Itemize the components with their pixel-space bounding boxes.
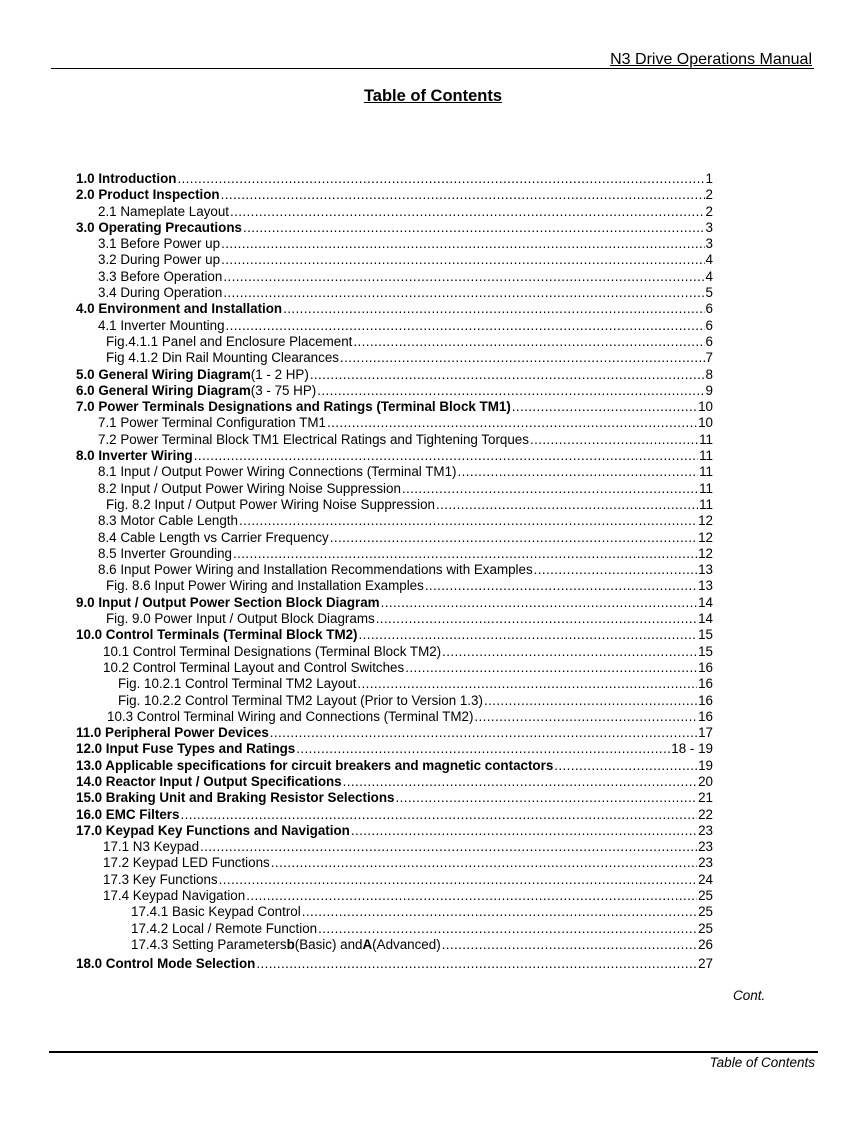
toc-entry-title: 17.3 Key Functions [103, 871, 218, 887]
toc-entry-page: 26 [698, 936, 713, 952]
toc-entry-title: 10.0 Control Terminals (Terminal Block TM2) [76, 627, 358, 643]
toc-entry-title: 17.0 Keypad Key Functions and Navigation [76, 822, 350, 838]
toc-entry-page: 24 [698, 871, 713, 887]
dot-leader [200, 839, 697, 855]
toc-entry-page: 3 [705, 236, 713, 252]
toc-entry-page: 27 [698, 956, 713, 972]
toc-entry[interactable] [76, 627, 713, 643]
document-header-title: N3 Drive Operations Manual [610, 51, 812, 68]
toc-entry[interactable] [76, 269, 713, 285]
toc-entry[interactable] [76, 204, 713, 220]
toc-entry-title: 2.0 Product Inspection [76, 187, 220, 203]
footer-title: Table of Contents [709, 1055, 815, 1070]
toc-entry-page: 14 [698, 594, 713, 610]
toc-entry[interactable] [76, 415, 713, 431]
toc-entry[interactable] [76, 432, 713, 448]
toc-entry-title: 17.4.3 Setting Parameters [131, 936, 287, 952]
dot-leader [302, 904, 697, 920]
toc-entry-title: 2.1 Nameplate Layout [98, 203, 230, 219]
toc-entry-page: 6 [705, 317, 713, 333]
toc-entry[interactable] [76, 839, 713, 855]
toc-entry-page: 8 [705, 366, 713, 382]
toc-entry[interactable] [76, 725, 713, 741]
toc-entry[interactable] [76, 252, 713, 268]
dot-leader [230, 204, 705, 220]
toc-entry-page: 5 [705, 285, 713, 301]
dot-leader [396, 790, 698, 806]
toc-entry-page: 12 [698, 545, 713, 561]
toc-entry-page: 7 [705, 350, 713, 366]
dot-leader [353, 334, 704, 350]
toc-entry-title: 8.2 Input / Output Power Wiring Noise Suppression [98, 480, 401, 496]
toc-entry[interactable] [76, 464, 713, 480]
toc-entry[interactable] [76, 448, 713, 464]
toc-entry-title: 8.4 Cable Length vs Carrier Frequency [98, 529, 329, 545]
toc-entry-page: 16 [698, 659, 713, 675]
toc-entry[interactable] [76, 790, 713, 806]
toc-entry[interactable] [76, 383, 713, 399]
dot-leader [223, 285, 704, 301]
toc-entry-title: 15.0 Braking Unit and Braking Resistor Selections [76, 790, 395, 806]
dot-leader [376, 611, 697, 627]
toc-entry[interactable] [76, 530, 713, 546]
dot-leader [457, 464, 698, 480]
toc-entry-title: 8.1 Input / Output Power Wiring Connections (Terminal TM1) [98, 464, 457, 480]
toc-entry[interactable] [76, 855, 713, 871]
toc-entry-page: 10 [698, 415, 713, 431]
dot-leader [310, 367, 705, 383]
toc-entry-page: 10 [698, 399, 713, 415]
toc-entry-title: 5.0 General Wiring Diagram [76, 366, 251, 382]
toc-entry[interactable] [76, 236, 713, 252]
dot-leader [402, 481, 698, 497]
toc-entry[interactable] [76, 546, 713, 562]
dot-leader [283, 301, 704, 317]
dot-leader [343, 774, 697, 790]
dot-leader [359, 627, 698, 643]
toc-entry[interactable] [76, 741, 713, 757]
toc-entry-page: 16 [698, 676, 713, 692]
toc-entry-title: 3.1 Before Power up [98, 236, 221, 252]
toc-entry-title: 7.1 Power Terminal Configuration TM1 [98, 415, 326, 431]
dot-leader [340, 350, 705, 366]
toc-entry-title: 14.0 Reactor Input / Output Specifications [76, 773, 342, 789]
toc-entry-title: 8.0 Inverter Wiring [76, 448, 193, 464]
toc-entry-title: Fig. 10.2.2 Control Terminal TM2 Layout (Prior to Version 1.3) [118, 692, 483, 708]
toc-entry-page: 16 [698, 692, 713, 708]
toc-entry-title: 18.0 Control Mode Selection [76, 956, 256, 972]
toc-entry-page: 6 [705, 301, 713, 317]
continued-note: Cont. [733, 988, 766, 1003]
toc-entry-title: 8.3 Motor Cable Length [98, 513, 238, 529]
dot-leader [271, 855, 697, 871]
dot-leader [442, 644, 697, 660]
dot-leader [233, 546, 697, 562]
dot-leader [246, 888, 697, 904]
toc-entry-page: 11 [699, 480, 713, 496]
toc-entry-page: 4 [705, 268, 713, 284]
toc-entry-page: 3 [705, 219, 713, 235]
toc-entry[interactable] [76, 774, 713, 790]
toc-entry[interactable] [76, 758, 713, 774]
toc-entry-page: 13 [698, 562, 713, 578]
toc-entry-title: 3.3 Before Operation [98, 268, 223, 284]
toc-entry-title: 1.0 Introduction [76, 171, 177, 186]
toc-entry-title: Fig. 10.2.1 Control Terminal TM2 Layout [118, 676, 357, 692]
toc-entry[interactable] [76, 171, 713, 187]
toc-entry-title: 9.0 Input / Output Power Section Block Diagram [76, 594, 380, 610]
toc-entry[interactable] [76, 513, 713, 529]
toc-entry-page: 11 [699, 431, 713, 447]
toc-entry[interactable] [76, 481, 713, 497]
dot-leader [221, 187, 705, 203]
toc-entry-subtitle: (1 - 2 HP) [250, 366, 309, 382]
toc-entry-page: 23 [698, 855, 713, 871]
toc-entry-page: 16 [698, 708, 713, 724]
toc-entry[interactable] [76, 187, 713, 203]
dot-leader [381, 595, 698, 611]
toc-entry[interactable] [76, 562, 713, 578]
toc-entry-part: b [286, 936, 295, 952]
toc-entry[interactable] [76, 578, 713, 594]
toc-entry[interactable] [76, 497, 713, 513]
toc-entry-page: 15 [698, 627, 713, 643]
dot-leader [327, 415, 697, 431]
toc-entry-page: 4 [705, 252, 713, 268]
dot-leader [317, 383, 704, 399]
toc-entry-title: Fig. 8.2 Input / Output Power Wiring Noise Suppression [106, 496, 435, 512]
dot-leader [256, 956, 697, 972]
toc-entry-part: (Basic) and [294, 936, 363, 952]
toc-entry-page: 11 [699, 496, 713, 512]
toc-entry-title: 3.0 Operating Precautions [76, 219, 242, 235]
toc-entry-title: 7.2 Power Terminal Block TM1 Electrical Ratings and Tightening Torques [98, 431, 529, 447]
toc-entry-page: 25 [698, 920, 713, 936]
toc-entry-part: A [362, 936, 373, 952]
toc-entry[interactable] [76, 660, 713, 676]
toc-entry[interactable] [76, 301, 713, 317]
toc-entry[interactable] [76, 318, 713, 334]
toc-entry-page: 12 [698, 513, 713, 529]
toc-entry-title: 17.4.2 Local / Remote Function [131, 920, 318, 936]
table-of-contents [76, 171, 713, 973]
toc-entry[interactable] [76, 807, 713, 823]
dot-leader [357, 676, 697, 692]
toc-entry-title: 8.6 Input Power Wiring and Installation Recommendations with Examples [98, 562, 533, 578]
toc-entry[interactable] [76, 334, 713, 350]
toc-entry[interactable] [76, 823, 713, 839]
toc-entry-page: 25 [698, 904, 713, 920]
toc-heading: Table of Contents [363, 87, 503, 105]
toc-entry[interactable] [76, 872, 713, 888]
toc-entry[interactable] [76, 676, 713, 692]
dot-leader [243, 220, 705, 236]
dot-leader [223, 269, 704, 285]
toc-entry-page: 14 [698, 611, 713, 627]
toc-entry-page: 11 [699, 464, 713, 480]
toc-entry-title: Fig 4.1.2 Din Rail Mounting Clearances [106, 350, 339, 366]
toc-entry[interactable] [76, 904, 713, 920]
toc-entry-title: 17.4.1 Basic Keypad Control [131, 904, 301, 920]
toc-entry-page: 13 [698, 578, 713, 594]
dot-leader [194, 448, 698, 464]
toc-entry[interactable] [76, 956, 713, 972]
dot-leader [226, 318, 705, 334]
dot-leader [180, 807, 697, 823]
toc-entry-title: 17.2 Keypad LED Functions [103, 855, 270, 871]
toc-entry-page: 21 [698, 790, 713, 806]
toc-entry[interactable] [76, 611, 713, 627]
toc-entry[interactable] [76, 595, 713, 611]
toc-entry-page: 20 [698, 773, 713, 789]
dot-leader [484, 693, 697, 709]
toc-entry[interactable] [76, 921, 713, 937]
toc-entry-page: 19 [698, 757, 713, 773]
toc-entry[interactable] [76, 937, 713, 953]
toc-entry-page: 1 [705, 171, 713, 186]
toc-entry[interactable] [76, 399, 713, 415]
dot-leader [534, 562, 697, 578]
toc-entry-title: 16.0 EMC Filters [76, 806, 180, 822]
dot-leader [405, 660, 697, 676]
toc-entry-title: 3.2 During Power up [98, 252, 221, 268]
header-rule [51, 68, 814, 69]
toc-entry-title: 10.2 Control Terminal Layout and Control Switches [103, 659, 405, 675]
toc-entry[interactable] [76, 644, 713, 660]
toc-entry-page: 23 [698, 822, 713, 838]
toc-entry-subtitle: (3 - 75 HP) [250, 382, 317, 398]
toc-entry[interactable] [76, 693, 713, 709]
dot-leader [425, 578, 697, 594]
dot-leader [221, 236, 704, 252]
toc-entry-title: 10.1 Control Terminal Designations (Terminal Block TM2) [103, 643, 442, 659]
toc-entry-title: 17.4 Keypad Navigation [103, 888, 246, 904]
toc-entry-page: 12 [698, 529, 713, 545]
toc-entry-title: Fig. 8.6 Input Power Wiring and Installation Examples [106, 578, 424, 594]
toc-entry[interactable] [76, 220, 713, 236]
dot-leader [221, 252, 704, 268]
dot-leader [351, 823, 697, 839]
dot-leader [296, 741, 670, 757]
footer-rule [49, 1051, 818, 1053]
toc-entry-title: 13.0 Applicable specifications for circuit breakers and magnetic contactors [76, 757, 554, 773]
toc-entry-title: 12.0 Input Fuse Types and Ratings [76, 741, 296, 757]
toc-entry-title: Fig. 9.0 Power Input / Output Block Diagrams [106, 611, 375, 627]
dot-leader [530, 432, 698, 448]
toc-entry[interactable] [76, 709, 713, 725]
toc-entry-page: 9 [705, 382, 713, 398]
toc-entry-page: 22 [698, 806, 713, 822]
toc-entry-title: 17.1 N3 Keypad [103, 839, 200, 855]
dot-leader [219, 872, 697, 888]
toc-entry-part: (Advanced) [372, 936, 441, 952]
toc-entry[interactable] [76, 285, 713, 301]
dot-leader [177, 171, 704, 187]
dot-leader [436, 497, 698, 513]
dot-leader [330, 530, 697, 546]
dot-leader [554, 758, 697, 774]
toc-entry-page: 17 [698, 725, 713, 741]
toc-entry-page: 15 [698, 643, 713, 659]
toc-entry-title: 11.0 Peripheral Power Devices [76, 725, 269, 741]
toc-entry-page: 2 [705, 203, 713, 219]
toc-entry-title: 10.3 Control Terminal Wiring and Connections (Terminal TM2) [107, 708, 474, 724]
toc-entry-title: 4.1 Inverter Mounting [98, 317, 225, 333]
toc-entry-page: 11 [699, 448, 713, 464]
toc-entry-title: 8.5 Inverter Grounding [98, 545, 232, 561]
dot-leader [474, 709, 697, 725]
dot-leader [442, 937, 697, 953]
dot-leader [318, 921, 697, 937]
toc-entry-page: 23 [698, 839, 713, 855]
dot-leader [239, 513, 697, 529]
toc-entry-title: 4.0 Environment and Installation [76, 301, 283, 317]
dot-leader [270, 725, 697, 741]
dot-leader [512, 399, 697, 415]
toc-entry[interactable] [76, 367, 713, 383]
toc-entry-title: 7.0 Power Terminals Designations and Ratings (Terminal Block TM1) [76, 399, 511, 415]
toc-entry-page: 18 - 19 [671, 741, 713, 757]
toc-entry-page: 25 [698, 888, 713, 904]
toc-entry-page: 6 [705, 333, 713, 349]
toc-entry-title: 6.0 General Wiring Diagram [76, 382, 251, 398]
toc-entry[interactable] [76, 888, 713, 904]
toc-entry-page: 2 [705, 187, 713, 203]
toc-entry-title: Fig.4.1.1 Panel and Enclosure Placement [106, 333, 353, 349]
toc-entry-title: 3.4 During Operation [98, 285, 223, 301]
toc-entry[interactable] [76, 350, 713, 366]
